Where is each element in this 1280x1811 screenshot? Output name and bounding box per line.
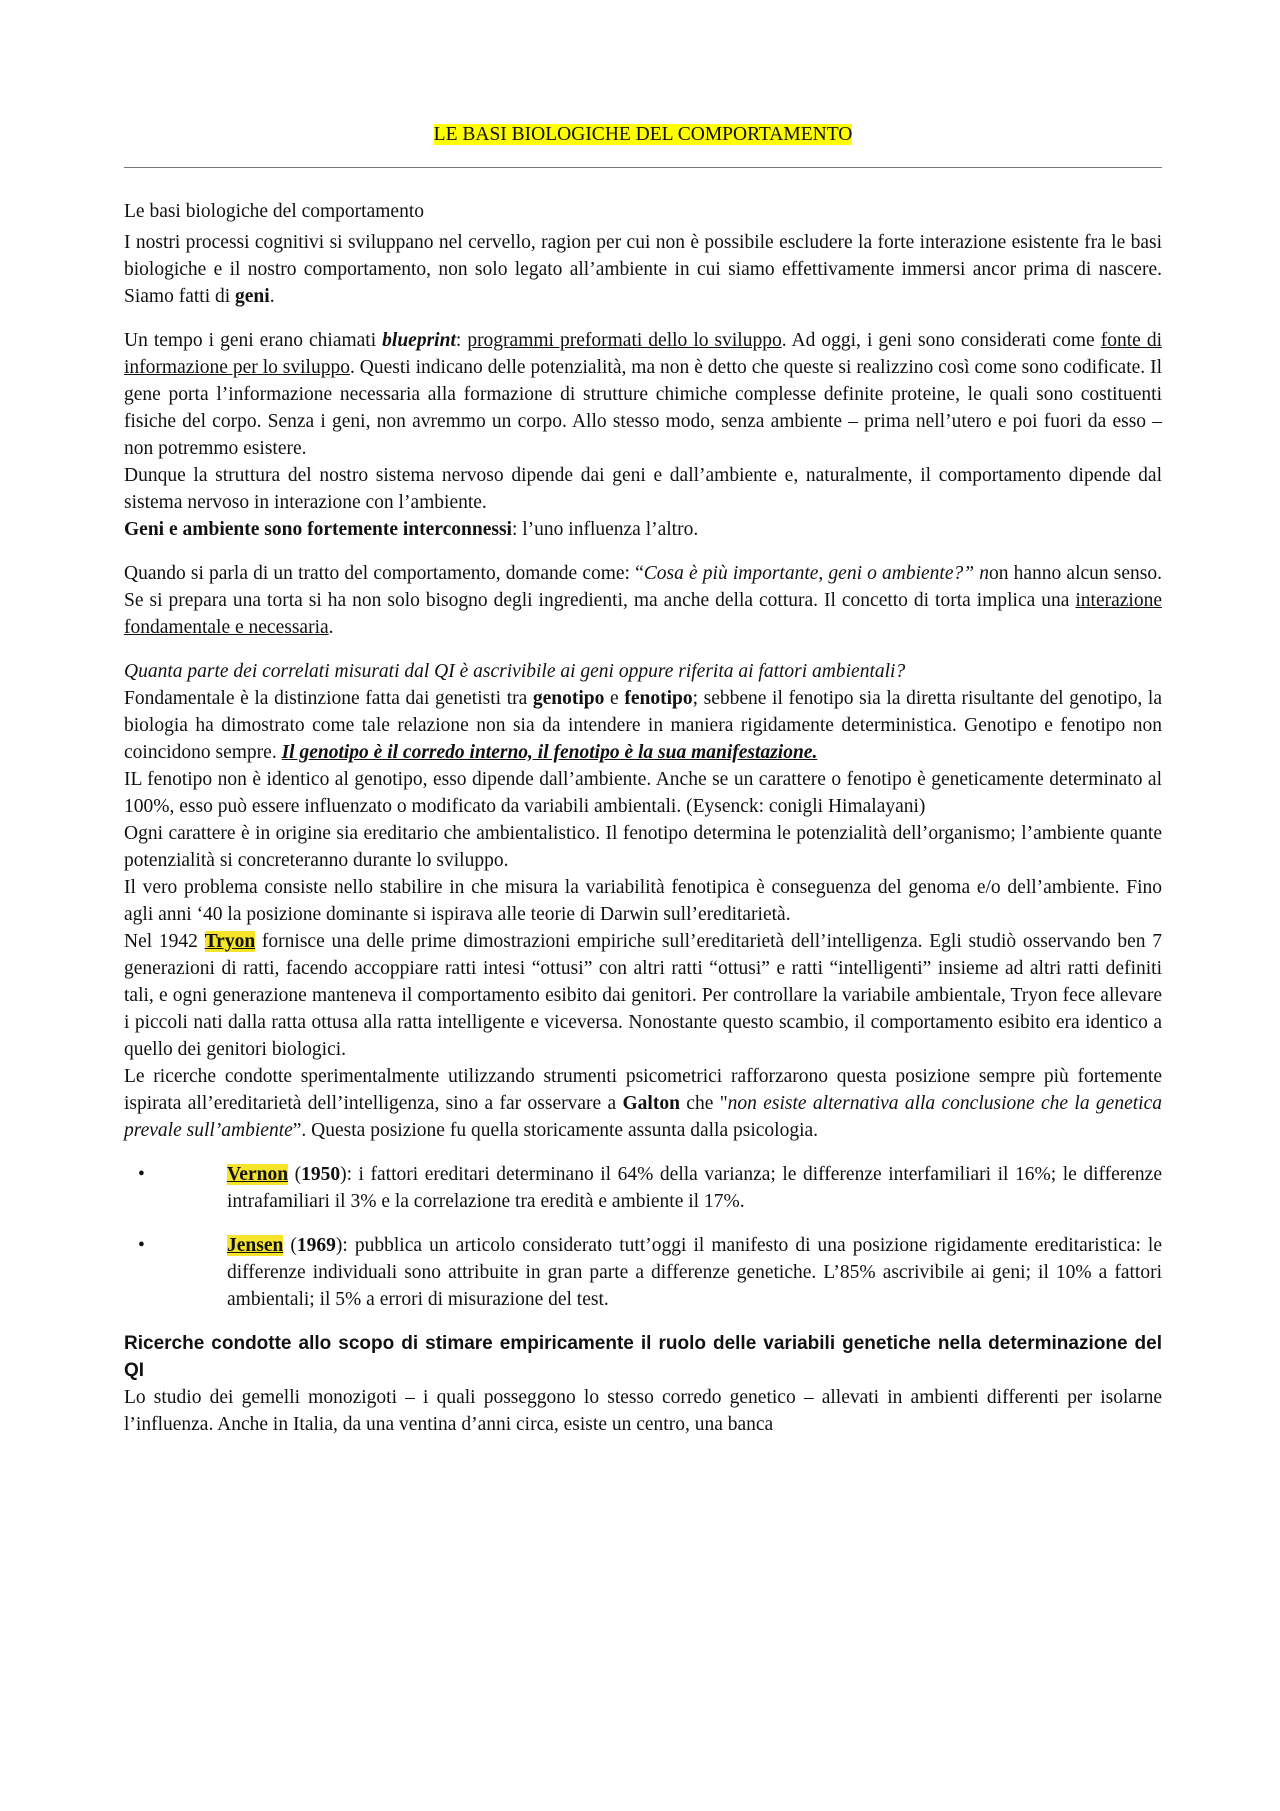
paragraph-genotipo: Fondamentale è la distinzione fatta dai genetisti tra genotipo e fenotipo; sebbene il fenotipo sia la diretta risultante del genotipo, la biologia ha dimostrato come tale relazione non sia da intendere in maniera rigidamente deterministica. Genotipo e fenotipo non coincidono sempre. Il genotipo è il corredo interno, il fenotipo è la sua manifestazione.	[124, 688, 1163, 763]
list-item-vernon: • Vernon (1950): i fattori ereditari determinano il 64% della varianza; le differenze interfamiliari il 16%; le differenze intrafamiliari il 3% e la correlazione tra eredità e ambiente il 17%.	[124, 1161, 1162, 1215]
paragraph-galton: Le ricerche condotte sperimentalmente utilizzando strumenti psicometrici rafforzarono questa posizione sempre più fortemente ispirata all’ereditarietà dell’intelligenza, sino a far osservare a Galton che "non esiste alternativa alla conclusione che la genetica prevale sull’ambiente”. Questa posizione fu quella storicamente assunta dalla psicologia.	[124, 1066, 1162, 1141]
paragraph-tryon: Nel 1942 Tryon fornisce una delle prime dimostrazioni empiriche sull’ereditarietà dell’intelligenza. Egli studiò osservando ben 7 generazioni di ratti, facendo accoppiare ratti intesi “ottusi” con altri ratti “ottusi” e ratti “intelligenti” insieme ad altri ratti definiti tali, e ogni generazione manteneva il comportamento esibito dai genitori. Per controllare la variabile ambientale, Tryon fece allevare i piccoli nati dalla ratta ottusa alla ratta intelligente e viceversa. Nonostante questo scambio, il comportamento esibito era identico a quello dei genitori biologici.	[124, 931, 1162, 1060]
bold-interconnessi: Geni e ambiente sono fortemente interconnessi	[124, 519, 512, 540]
underlined-programmi: programmi preformati dello lo sviluppo	[467, 330, 782, 351]
term-fenotipo: fenotipo	[624, 688, 693, 709]
section-heading: Ricerche condotte allo scopo di stimare empiricamente il ruolo delle variabili genetiche nella determinazione del QI	[124, 1333, 1162, 1381]
bullet-marker: •	[138, 1164, 145, 1185]
page-title-container	[124, 122, 1162, 148]
document-body	[124, 198, 1162, 1438]
paragraph-gemelli: Lo studio dei gemelli monozigoti – i quali posseggono lo stesso corredo genetico – allevati in ambienti differenti per isolarne l’influenza. Anche in Italia, da una ventina d’anni circa, esiste un centro, una banca	[124, 1387, 1162, 1435]
paragraph-blueprint: Un tempo i geni erano chiamati blueprint: programmi preformati dello lo sviluppo. Ad oggi, i geni sono considerati come fonte di informazione per lo sviluppo. Questi indicano delle potenzialità, ma non è detto che queste si realizzino così come sono codificate. Il gene porta l’informazione necessaria alla formazione di strutture chimiche complesse definite proteine, le quali sono costituenti fisiche del corpo. Senza i geni, non avremmo un corpo. Allo stesso modo, senza ambiente – prima nell’utero e poi fuori da esso – non potremmo esistere.	[124, 330, 1162, 459]
subtitle: Le basi biologiche del comportamento	[124, 201, 424, 222]
paragraph-struttura: Dunque la struttura del nostro sistema nervoso dipende dai geni e dall’ambiente e, naturalmente, il comportamento dipende dal sistema nervoso in interazione con l’ambiente.	[124, 465, 1162, 513]
page-title: LE BASI BIOLOGICHE DEL COMPORTAMENTO	[433, 124, 853, 145]
title-divider	[124, 167, 1162, 168]
paragraph-torta: Quando si parla di un tratto del comportamento, domande come: “Cosa è più importante, geni o ambiente?” non hanno alcun senso. Se si prepara una torta si ha non solo bisogno degli ingredienti, ma anche della cottura. Il concetto di torta implica una interazione fondamentale e necessaria.	[124, 563, 1163, 638]
bullet-marker: •	[138, 1235, 145, 1256]
term-geni: geni	[235, 286, 270, 307]
paragraph-carattere: Ogni carattere è in origine sia ereditario che ambientalistico. Il fenotipo determina le potenzialità dell’organismo; l’ambiente quante potenzialità si concreteranno durante lo sviluppo.	[124, 823, 1162, 871]
italic-question: Cosa è più importante, geni o ambiente?”	[643, 563, 975, 584]
term-blueprint: blueprint	[382, 330, 456, 351]
name-vernon: Vernon	[227, 1164, 289, 1185]
paragraph-fenotipo: IL fenotipo non è identico al genotipo, esso dipende dall’ambiente. Anche se un carattere o fenotipo è geneticamente determinato al 100%, esso può essere influenzato o modificato da variabili ambientali. (Eysenck: conigli Himalayani)	[124, 769, 1162, 817]
list-item-jensen: • Jensen (1969): pubblica un articolo considerato tutt’oggi il manifesto di una posizione rigidamente ereditaristica: le differenze individuali sono attribuite in gran parte a differenze genetiche. L’85% ascrivibile ai geni; il 10% a fattori ambientali; il 5% a errori di misurazione del test.	[124, 1232, 1162, 1313]
emphasis-genotipo-corredo: Il genotipo è il corredo interno, il fenotipo è la sua manifestazione.	[281, 742, 818, 763]
underlined-fonte: fonte di	[1100, 330, 1162, 351]
paragraph-interconnessi: Geni e ambiente sono fortemente interconnessi: l’uno influenza l’altro.	[124, 519, 699, 540]
paragraph-question-qi: Quanta parte dei correlati misurati dal QI è ascrivibile ai geni oppure riferita ai fattori ambientali?	[124, 661, 906, 682]
paragraph-problema: Il vero problema consiste nello stabilire in che misura la variabilità fenotipica è conseguenza del genoma e/o dell’ambiente. Fino agli anni ‘40 la posizione dominante si ispirava alle teorie di Darwin sull’ereditarietà.	[124, 877, 1162, 925]
underlined-interazione: interazione	[1075, 590, 1162, 611]
underlined-fondamentale: fondamentale e necessaria	[124, 617, 329, 638]
name-jensen: Jensen	[227, 1235, 284, 1256]
paragraph-intro: I nostri processi cognitivi si sviluppano nel cervello, ragion per cui non è possibile escludere la forte interazione esistente fra le basi biologiche e il nostro comportamento, non solo legato all’ambiente in cui siamo effettivamente immersi ancor prima di nascere. Siamo fatti di geni.	[124, 232, 1162, 307]
name-galton: Galton	[622, 1093, 680, 1114]
term-genotipo: genotipo	[532, 688, 605, 709]
underlined-informazione: informazione per lo sviluppo	[124, 357, 350, 378]
name-tryon: Tryon	[204, 931, 256, 952]
quote-galton: non esiste alternativa alla conclusione che la genetica prevale sull’ambiente	[124, 1093, 1162, 1141]
